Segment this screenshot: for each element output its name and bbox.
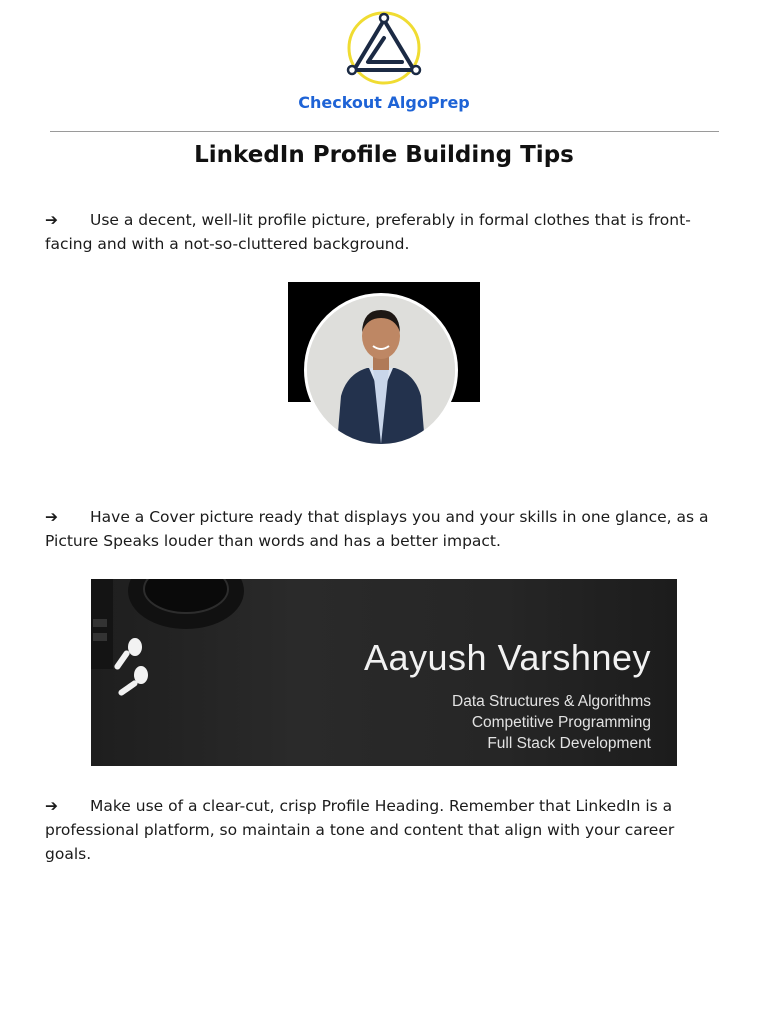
arrow-bullet-icon: ➔	[45, 797, 58, 815]
cover-skill: Full Stack Development	[487, 735, 651, 752]
cover-name: Aayush Varshney	[364, 637, 651, 678]
tip-text: Make use of a clear-cut, crisp Profile Heading. Remember that LinkedIn is a professional platform, so maintain a tone and content that align with your career goals.	[45, 797, 675, 863]
profile-picture-example	[304, 293, 458, 447]
tip-text: Use a decent, well-lit profile picture, preferably in formal clothes that is front-facing and with a not-so-cluttered background.	[45, 211, 691, 253]
arrow-bullet-icon: ➔	[45, 508, 58, 526]
checkout-algoprep-link[interactable]: Checkout AlgoPrep	[298, 93, 470, 112]
cover-skill: Competitive Programming	[471, 714, 651, 731]
arrow-bullet-icon: ➔	[45, 211, 58, 229]
tip-item-3	[45, 794, 720, 866]
tip-item-1	[45, 208, 720, 256]
header-divider	[50, 131, 719, 132]
cover-skill: Data Structures & Algorithms	[452, 693, 651, 710]
tip-text: Have a Cover picture ready that displays you and your skills in one glance, as a Picture Speaks louder than words and has a better impact.	[45, 508, 709, 550]
algoprep-logo-icon[interactable]	[344, 8, 424, 88]
tip-item-2	[45, 505, 720, 553]
page-title: LinkedIn Profile Building Tips	[194, 142, 574, 168]
cover-picture-example	[91, 579, 677, 766]
